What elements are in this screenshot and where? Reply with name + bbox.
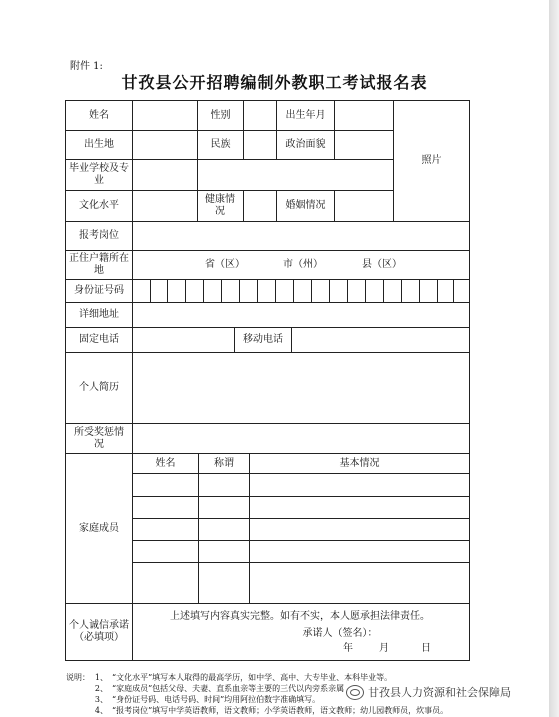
id-cell-line [221, 279, 222, 302]
form-title: 甘孜县公开招聘编制外教职工考试报名表 [121, 73, 428, 92]
note-item [66, 672, 448, 683]
id-cell-line [401, 279, 402, 302]
note-number: 1、 [94, 673, 108, 682]
page-shadow [549, 0, 559, 717]
wechat-icon [346, 685, 364, 700]
note-number: 2、 [94, 684, 108, 693]
label-political-status: 政治面貌 [285, 139, 326, 150]
family-col-line [198, 453, 199, 603]
label-awards: 所受奖惩情况 [74, 426, 124, 450]
label-county: 县（区） [362, 259, 402, 270]
col-line [291, 327, 292, 353]
date-year: 年 [343, 643, 353, 654]
note-item [66, 705, 448, 716]
notes-label: 说明： [66, 673, 90, 682]
note-number: 4、 [94, 706, 108, 715]
watermark [346, 684, 511, 700]
id-cell-line [185, 279, 186, 302]
id-cell-line [383, 279, 384, 302]
family-header-info: 基本情况 [339, 457, 380, 469]
watermark-text: 甘孜县人力资源和社会保障局 [368, 686, 511, 699]
id-cell-line [293, 279, 294, 302]
label-gender: 性别 [210, 109, 231, 121]
label-city: 市（州） [283, 259, 323, 270]
label-residence: 正住户籍所在地 [69, 253, 129, 276]
label-mobile: 移动电话 [243, 334, 283, 345]
label-province: 省（区） [205, 259, 245, 270]
id-cell-line [203, 279, 204, 302]
col-line [334, 190, 335, 221]
col-line [243, 190, 244, 221]
id-cell-line [239, 279, 240, 302]
note-text: “文化水平”填写本人取得的最高学历，如中学、高中、大专毕业、本科毕业等。 [112, 673, 393, 682]
label-education: 文化水平 [79, 200, 119, 211]
id-cell-line [311, 279, 312, 302]
attachment-label: 附件 1: [70, 61, 103, 72]
label-photo: 照片 [421, 155, 442, 166]
label-integrity: 个人诚信承诺（必填项） [69, 620, 129, 643]
col-line [334, 100, 335, 160]
id-cell-line [329, 279, 330, 302]
label-birthplace: 出生地 [84, 139, 114, 150]
id-cell-line [347, 279, 348, 302]
promise-text: 上述填写内容真实完整。如有不实，本人愿承担法律责任。 [170, 611, 430, 622]
label-health: 健康情况 [205, 194, 235, 217]
note-text: “身份证号码、电话号码、时间”均用阿拉伯数字准确填写。 [112, 695, 321, 704]
family-header-name: 姓名 [155, 457, 176, 469]
col-line [243, 100, 244, 160]
label-address: 详细地址 [79, 309, 119, 320]
id-cell-line [150, 279, 151, 302]
family-row-line [132, 540, 470, 541]
table-border-bottom [65, 660, 470, 661]
label-school: 毕业学校及专业 [69, 163, 129, 186]
id-cell-line [167, 279, 168, 302]
label-birth: 出生年月 [285, 109, 326, 121]
id-cell-line [437, 279, 438, 302]
note-text: “家庭成员”包括父母、夫妻、直系血亲等主要的三代以内旁系亲属 [112, 684, 345, 693]
id-cell-line [419, 279, 420, 302]
label-marital: 婚姻情况 [285, 200, 326, 211]
col-line [132, 100, 133, 661]
note-text: “报考岗位”填写中学英语教师，语文教师；小学英语教师，语文教师；幼儿园教师员，炊事员。 [112, 706, 449, 715]
label-name: 姓名 [89, 109, 109, 121]
table-border-right [469, 100, 470, 661]
label-id-number: 身份证号码 [74, 285, 124, 296]
signer-label: 承诺人（签名）： [302, 628, 378, 639]
family-row-line [132, 518, 470, 519]
note-number: 3、 [94, 695, 108, 704]
family-row-line [132, 473, 470, 474]
label-position: 报考岗位 [79, 230, 119, 241]
label-family: 家庭成员 [79, 522, 119, 534]
label-resume: 个人简历 [79, 382, 119, 393]
label-landline: 固定电话 [79, 334, 119, 345]
date-month: 月 [379, 643, 389, 654]
label-ethnicity: 民族 [210, 139, 231, 150]
id-cell-line [257, 279, 258, 302]
id-cell-line [453, 279, 454, 302]
id-cell-line [275, 279, 276, 302]
family-col-line [249, 453, 250, 603]
family-row-line [132, 562, 470, 563]
family-row-line [132, 496, 470, 497]
date-day: 日 [421, 643, 431, 654]
family-header-relation: 称谓 [214, 457, 234, 469]
id-cell-line [365, 279, 366, 302]
